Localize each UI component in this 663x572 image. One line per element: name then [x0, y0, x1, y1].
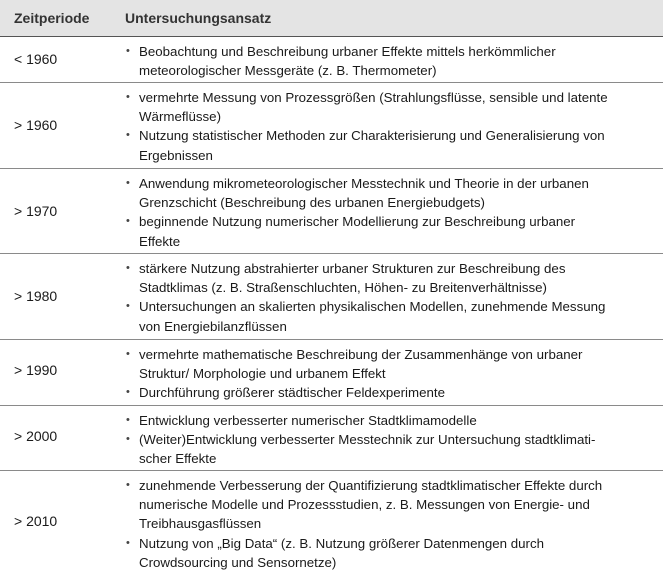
list-item: • Anwendung mikrometeorologischer Messtechnik und Theorie in der urbanen Grenzschicht (Beschreibung des urbanen Energiebudgets): [125, 174, 655, 212]
list-item: • zunehmende Verbesserung der Quantifizierung stadtklimatischer Effekte durch numerische Modelle und Prozessstudien, z. B. Messungen von Energie- und Treibhausgasflüssen: [125, 476, 655, 534]
list-item: • Beobachtung und Beschreibung urbaner Effekte mittels herkömmlicher meteorologischer Messgeräte (z. B. Thermometer): [125, 42, 655, 80]
approach-list: [125, 411, 655, 469]
list-item: • vermehrte Messung von Prozessgrößen (Strahlungsflüsse, sensible und latente Wärmeflüsse): [125, 88, 655, 126]
list-item: • vermehrte mathematische Beschreibung der Zusammenhänge von urbaner Struktur/ Morphologie und urbanem Effekt: [125, 345, 655, 383]
period-cell: > 1970: [14, 203, 58, 219]
approach-list: [125, 88, 655, 165]
period-cell: > 1980: [14, 288, 58, 304]
table-row: [0, 340, 663, 406]
approach-list: [125, 259, 655, 336]
table-row: [0, 37, 663, 83]
period-column-header: Zeitperiode: [14, 10, 90, 26]
period-cell: > 1990: [14, 362, 58, 378]
list-item: • (Weiter)Entwicklung verbesserter Messtechnik zur Untersuchung stadtklimati- scher Effekte: [125, 430, 655, 468]
approach-column-header: Untersuchungsansatz: [125, 10, 272, 26]
table-row: [0, 169, 663, 254]
list-item: • Untersuchungen an skalierten physikalischen Modellen, zunehmende Messung von Energiebilanzflüssen: [125, 297, 655, 335]
period-cell: > 2010: [14, 513, 58, 529]
approach-list: [125, 174, 655, 251]
period-cell: > 2000: [14, 428, 58, 444]
period-cell: > 1960: [14, 117, 58, 133]
list-item: • Nutzung statistischer Methoden zur Charakterisierung und Generalisierung von Ergebnissen: [125, 126, 655, 164]
list-item: • Nutzung von „Big Data“ (z. B. Nutzung größerer Datenmengen durch Crowdsourcing und Sensornetze): [125, 534, 655, 572]
table-row: [0, 83, 663, 169]
approach-list: [125, 476, 655, 572]
table-header: [0, 0, 663, 37]
list-item: • stärkere Nutzung abstrahierter urbaner Strukturen zur Beschreibung des Stadtklimas (z. B. Straßenschluchten, Höhen- zu Breitenverhältnisse): [125, 259, 655, 297]
table-row: [0, 254, 663, 340]
period-cell: < 1960: [14, 51, 58, 67]
approach-list: [125, 42, 655, 80]
table-row: [0, 406, 663, 471]
list-item: • beginnende Nutzung numerischer Modellierung zur Beschreibung urbaner Effekte: [125, 212, 655, 250]
approach-list: [125, 345, 655, 403]
list-item: • Entwicklung verbesserter numerischer Stadtklimamodelle: [125, 411, 655, 430]
list-item: • Durchführung größerer städtischer Feldexperimente: [125, 383, 655, 402]
table-row: [0, 471, 663, 568]
